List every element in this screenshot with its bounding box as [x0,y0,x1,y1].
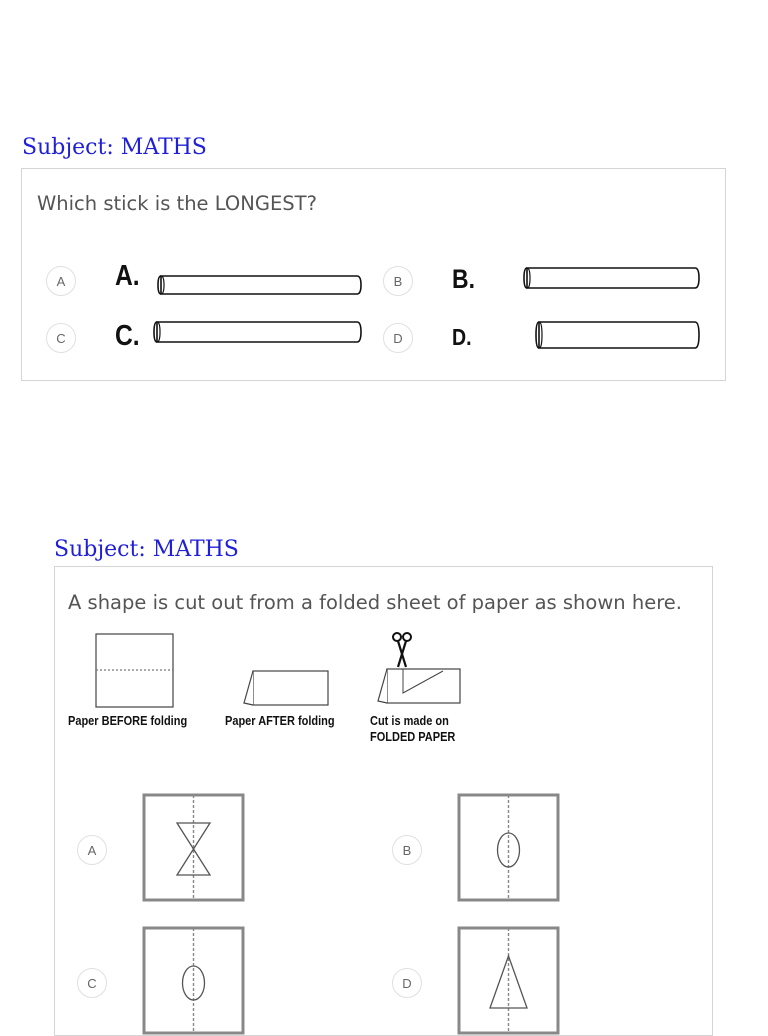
subject-label: Subject: MATHS [22,135,207,160]
paper-before-folding-figure [95,633,175,709]
scissors-icon [393,633,411,667]
stick-b [522,266,702,290]
option-a-radio[interactable] [77,835,107,865]
figure-label-a: A. [115,260,140,292]
option-letter: A [56,273,66,289]
stick-a [156,274,364,296]
figure-label-d: D. [452,324,472,350]
stick-d [534,320,702,350]
unfolded-shape-a-figure [142,793,246,903]
option-letter: B [393,273,403,289]
unfolded-shape-b-figure [457,793,561,903]
option-letter: C [56,330,66,346]
caption-cut-line2: FOLDED PAPER [370,730,456,744]
stick-c [152,320,364,344]
caption-cut-folded [370,713,455,745]
paper-after-folding-figure [241,667,331,709]
unfolded-shape-c-figure [142,926,246,1036]
caption-before-folding: Paper BEFORE folding [68,714,188,728]
option-d-radio[interactable] [383,323,413,353]
question-text: A shape is cut out from a folded sheet of paper as shown here. [68,591,682,614]
caption-cut-line1: Cut is made on [370,714,449,728]
option-b-radio[interactable] [383,266,413,296]
option-letter: B [402,842,412,858]
option-letter: D [402,975,412,991]
option-letter: D [393,330,403,346]
option-letter: C [87,975,97,991]
option-c-radio[interactable] [77,968,107,998]
question-card-sticks [21,168,726,381]
option-b-radio[interactable] [392,835,422,865]
option-letter: A [87,842,97,858]
figure-label-b: B. [452,264,475,294]
question-text: Which stick is the LONGEST? [37,192,317,215]
caption-after-folding: Paper AFTER folding [225,714,335,728]
unfolded-shape-d-figure [457,926,561,1036]
option-a-radio[interactable] [46,266,76,296]
option-c-radio[interactable] [46,323,76,353]
figure-label-c: C. [115,320,140,352]
subject-label: Subject: MATHS [54,537,239,562]
option-d-radio[interactable] [392,968,422,998]
cut-folded-paper-figure [373,631,465,711]
question-card-folded-paper [54,566,713,1036]
